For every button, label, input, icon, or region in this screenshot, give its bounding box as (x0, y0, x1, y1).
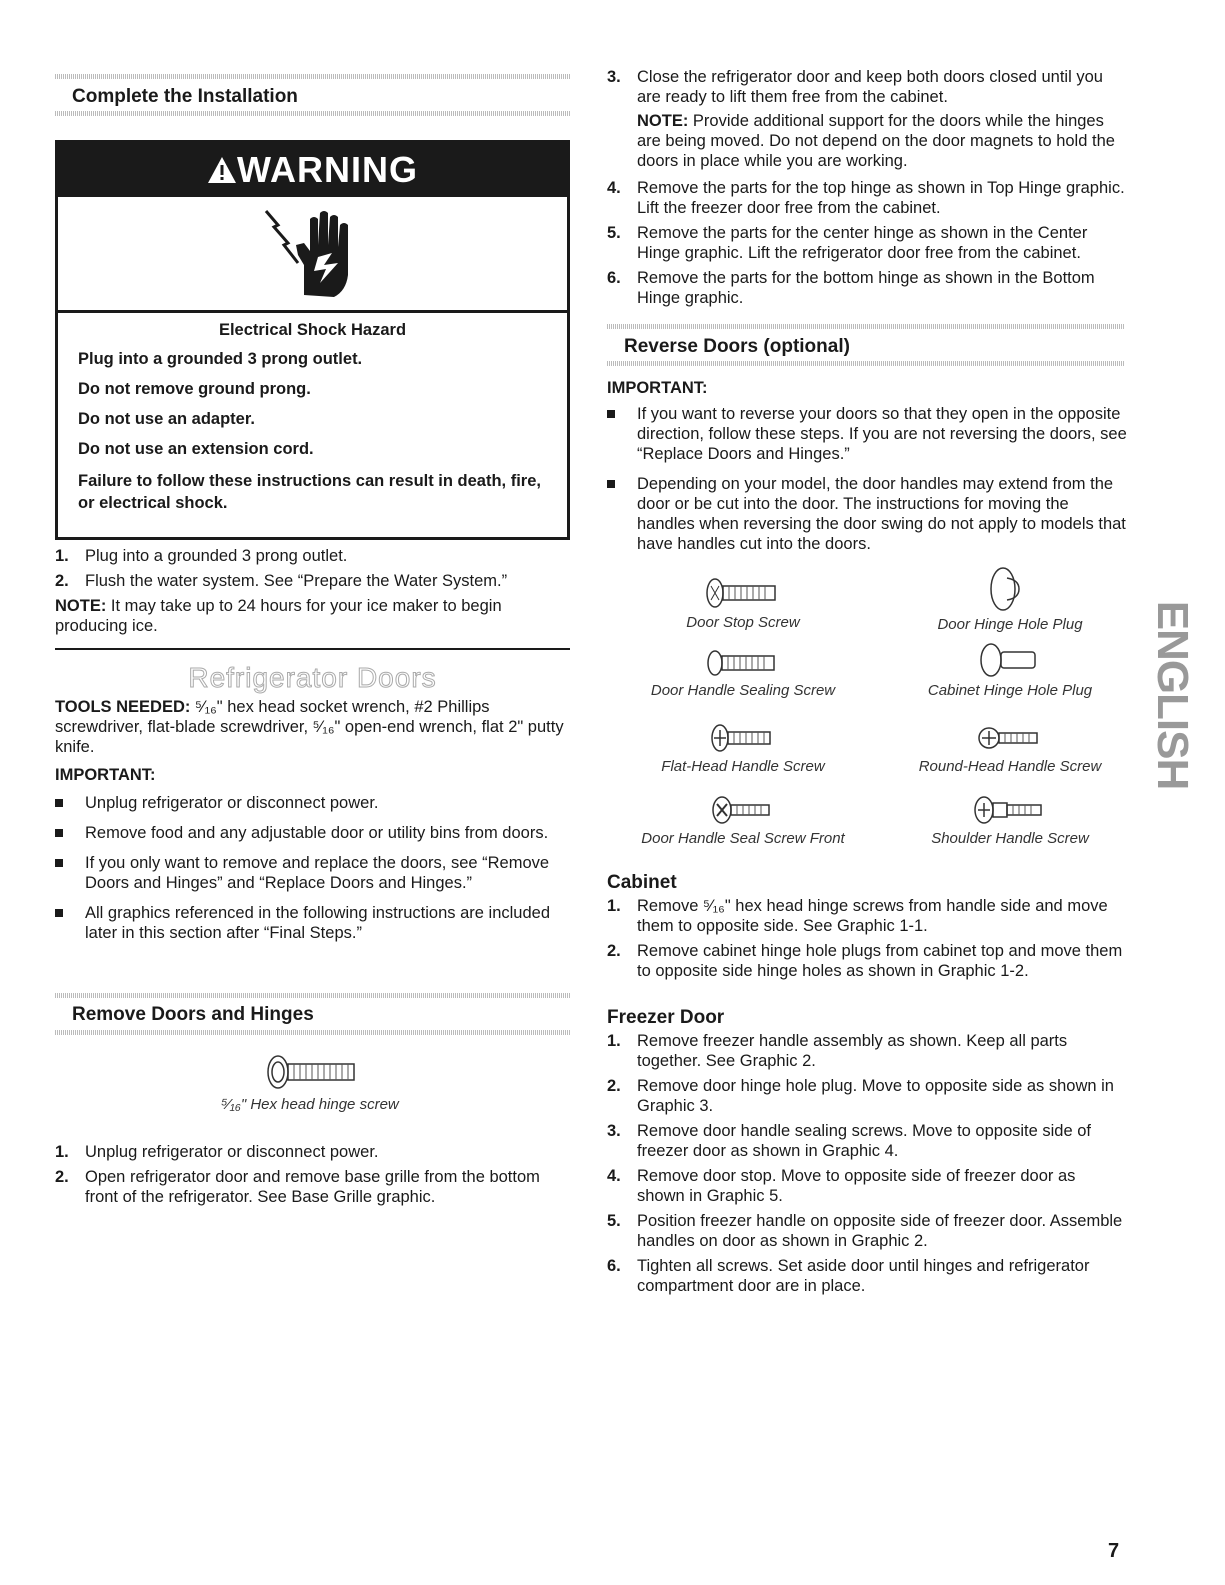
warning-line: Do not use an adapter. (78, 410, 255, 428)
hex-screw-caption: ⁵⁄₁₆" Hex head hinge screw (221, 1096, 399, 1113)
list-item: 1. Unplug refrigerator or disconnect power. (55, 1143, 379, 1161)
section-heading-complete-installation: Complete the Installation (72, 86, 298, 107)
door-handle-seal-screw-front-icon (628, 794, 858, 826)
language-side-tab: ENGLISH (1148, 600, 1197, 790)
list-item: Depending on your model, the door handles may extend from the door or be cut into the door. The instructions for moving the handles when reversing the door swing do not apply to models that have handles cut into the doors. (607, 474, 1127, 554)
cabinet-section (607, 873, 1127, 986)
section-rule (55, 1030, 570, 1035)
electric-shock-hand-icon (258, 205, 368, 306)
doors-intro (55, 697, 570, 953)
warning-icon-area (58, 197, 567, 313)
part-door-handle-seal-screw-front: Door Handle Seal Screw Front (628, 794, 858, 847)
part-round-head-handle-screw: Round-Head Handle Screw (895, 722, 1125, 775)
freezer-section (607, 1008, 1127, 1301)
section-title-refrigerator-doors: Refrigerator Doors (188, 662, 437, 693)
list-item: Unplug refrigerator or disconnect power. (55, 793, 570, 813)
list-item: 2. Flush the water system. See “Prepare the Water System.” (55, 572, 508, 590)
freezer-heading: Freezer Door (607, 1007, 725, 1028)
section-heading-remove-doors: Remove Doors and Hinges (72, 1004, 314, 1025)
warning-label: WARNING (237, 149, 418, 190)
list-item: 6. Remove the parts for the bottom hinge as shown in the Bottom Hinge graphic. (607, 269, 1095, 307)
list-item: 1. Plug into a grounded 3 prong outlet. (55, 547, 348, 565)
list-item: 4. Remove door stop. Move to opposite side of freezer door as shown in Graphic 5. (607, 1167, 1076, 1205)
round-head-handle-screw-icon (895, 722, 1125, 754)
door-hinge-hole-plug-icon (895, 566, 1125, 612)
part-shoulder-handle-screw: Shoulder Handle Screw (895, 794, 1125, 847)
list-item: 3. Remove door handle sealing screws. Move to opposite side of freezer door as shown in Graphic 4. (607, 1122, 1091, 1160)
part-flat-head-handle-screw: Flat-Head Handle Screw (628, 722, 858, 775)
warning-line: Plug into a grounded 3 prong outlet. (78, 350, 363, 368)
warning-line: Failure to follow these instructions can result in death, fire, or electrical shock. (78, 472, 541, 512)
list-item: 5. Remove the parts for the center hinge as shown in the Center Hinge graphic. Lift the refrigerator door free from the cabinet. (607, 224, 1088, 262)
important-label: IMPORTANT: (607, 379, 708, 397)
part-cabinet-hinge-hole-plug: Cabinet Hinge Hole Plug (895, 642, 1125, 699)
remove-steps (55, 1142, 570, 1212)
warning-text (58, 313, 567, 539)
shoulder-handle-screw-icon (895, 794, 1125, 826)
list-item: All graphics referenced in the following instructions are included later in this section after “Final Steps.” (55, 903, 570, 943)
page-number: 7 (1108, 1540, 1120, 1562)
tools-needed: TOOLS NEEDED: ⁵⁄₁₆" hex head socket wrench, #2 Phillips screwdriver, flat-blade screwdriver, ⁵⁄₁₆" open-end wrench, flat 2" putty knife. (55, 698, 564, 756)
hex-head-screw-icon (150, 1052, 470, 1092)
list-item: 2. Open refrigerator door and remove base grille from the bottom front of the refrigerator. See Base Grille graphic. (55, 1168, 540, 1206)
hinge-steps (607, 67, 1127, 313)
door-handle-sealing-screw-icon (628, 648, 858, 678)
section-rule (607, 361, 1125, 366)
list-item: 1. Remove freezer handle assembly as shown. Keep all parts together. See Graphic 2. (607, 1032, 1068, 1070)
reverse-intro (607, 378, 1127, 564)
door-stop-screw-icon (628, 576, 858, 610)
list-item: 2. Remove cabinet hinge hole plugs from cabinet top and move them to opposite side hinge holes as shown in Graphic 1-2. (607, 942, 1123, 980)
list-item: If you want to reverse your doors so that they open in the opposite direction, follow these steps. If you are not reversing the doors, see “Replace Doors and Hinges.” (607, 404, 1127, 464)
flat-head-handle-screw-icon (628, 722, 858, 754)
warning-hazard-title: Electrical Shock Hazard (218, 321, 407, 339)
cabinet-hinge-hole-plug-icon (895, 642, 1125, 678)
list-item: 3. Close the refrigerator door and keep both doors closed until you are ready to lift them free from the cabinet. (607, 68, 1103, 106)
list-item: If you only want to remove and replace the doors, see “Remove Doors and Hinges” and “Replace Doors and Hinges.” (55, 853, 570, 893)
warning-line: Do not remove ground prong. (78, 380, 311, 398)
note: NOTE: Provide additional support for the doors while the hinges are being moved. Do not depend on the door magnets to hold the doors in place while you are working. (637, 112, 1115, 170)
note: NOTE: It may take up to 24 hours for your ice maker to begin producing ice. (55, 597, 502, 635)
list-item: 6. Tighten all screws. Set aside door until hinges and refrigerator compartment door are in place. (607, 1257, 1090, 1295)
part-door-hinge-hole-plug: Door Hinge Hole Plug (895, 566, 1125, 633)
section-divider (55, 648, 570, 650)
warning-box (55, 140, 570, 540)
install-steps (55, 546, 570, 636)
hex-screw-figure (150, 1052, 470, 1113)
important-label: IMPORTANT: (55, 766, 156, 784)
section-rule (55, 993, 570, 998)
part-door-handle-sealing-screw: Door Handle Sealing Screw (628, 648, 858, 699)
list-item: 1. Remove ⁵⁄₁₆" hex head hinge screws from handle side and move them to opposite side. See Graphic 1-1. (607, 897, 1108, 935)
section-rule (55, 74, 570, 79)
cabinet-heading: Cabinet (607, 872, 677, 893)
list-item: 4. Remove the parts for the top hinge as shown in Top Hinge graphic. Lift the freezer door free from the cabinet. (607, 179, 1125, 217)
warning-line: Do not use an extension cord. (78, 440, 314, 458)
warning-triangle-icon (207, 145, 237, 199)
list-item: Remove food and any adjustable door or utility bins from doors. (55, 823, 570, 843)
list-item: 5. Position freezer handle on opposite side of freezer door. Assemble handles on door as shown in Graphic 2. (607, 1212, 1123, 1250)
section-heading-reverse-doors: Reverse Doors (optional) (624, 336, 850, 357)
part-door-stop-screw: Door Stop Screw (628, 576, 858, 631)
warning-banner (58, 143, 567, 197)
list-item: 2. Remove door hinge hole plug. Move to opposite side as shown in Graphic 3. (607, 1077, 1114, 1115)
section-rule (55, 111, 570, 116)
section-rule (607, 324, 1125, 329)
